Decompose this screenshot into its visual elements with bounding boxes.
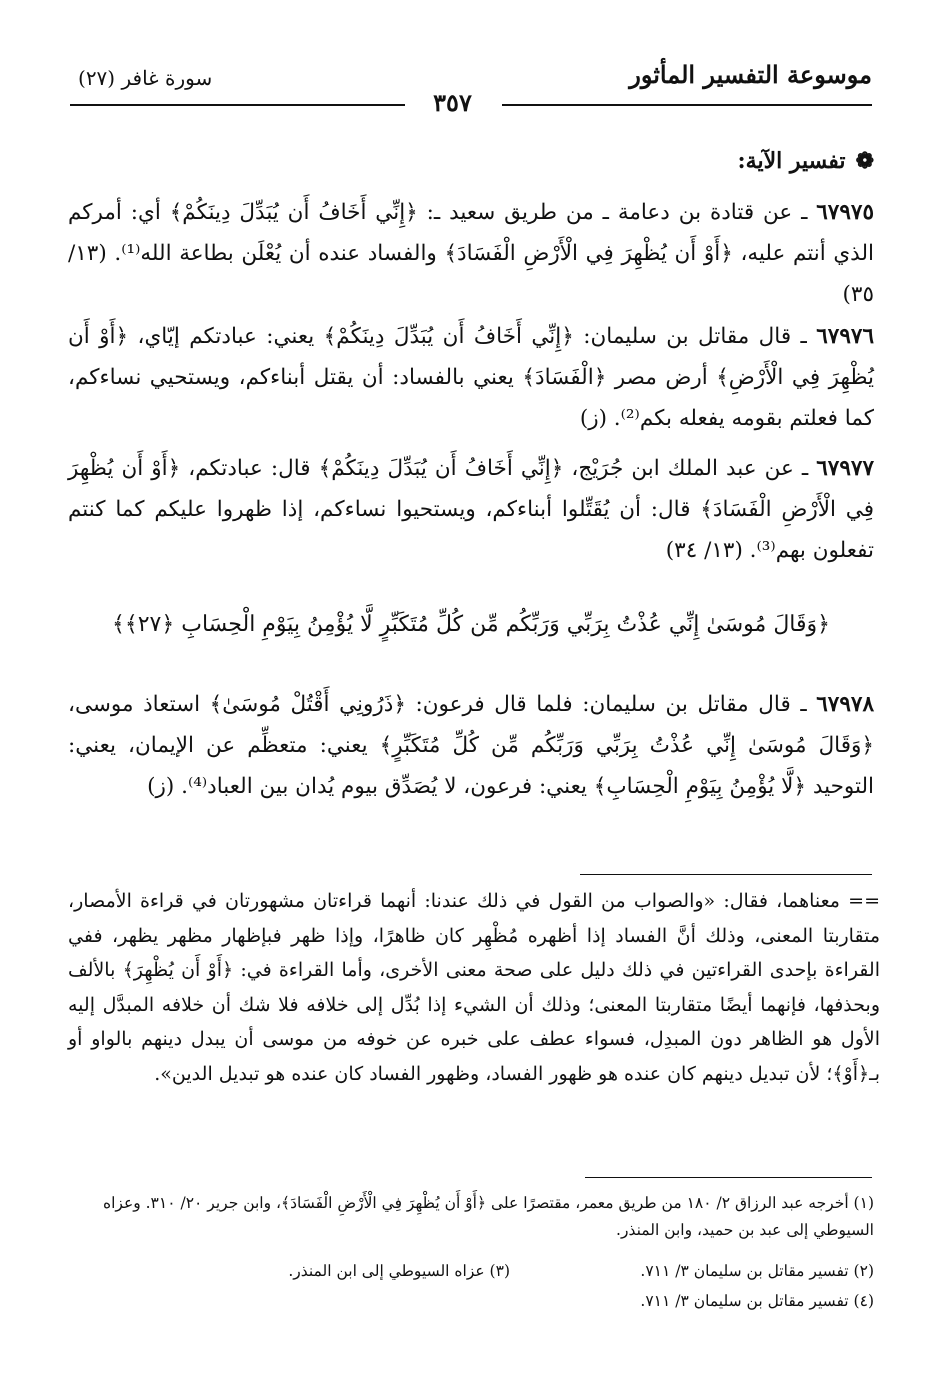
entry-number: ٦٧٩٧٨	[816, 692, 874, 717]
book-title: موسوعة التفسير المأثور	[629, 60, 872, 89]
page-header	[70, 60, 872, 117]
surah-label	[78, 66, 212, 90]
footnote-separator-2	[585, 1177, 872, 1178]
section-title	[738, 148, 874, 174]
flower-ornament-icon: ❁	[855, 148, 874, 174]
footnote-2: (٢) تفسير مقاتل بن سليمان ٣/ ٧١١.	[640, 1262, 874, 1280]
footnote-separator	[580, 874, 872, 875]
entry-number: ٦٧٩٧٦	[816, 324, 874, 349]
surah-name: سورة غافر	[121, 66, 213, 90]
entry-67976	[68, 316, 874, 439]
footnote-continuation: == معناهما، فقال: «والصواب من القول في ذلك عندنا: أنهما قراءتان مشهورتان في قراءة الأمصار، متقاربتا المعنى، وذلك أنَّ الفساد إذا أظهره مُظْهِر كان ظاهرًا، وإذا ظهر فبإظهار مظهر يظهر، ففي القراءة بإحدى القراءتين في ذلك دليل على صحة معنى الأخرى، وأما القراءة في: ﴿أَوْ أَن يُظْهِرَ﴾ بالألف وبحذفها، فإنهما أيضًا متقاربتا المعنى؛ وذلك أن الشيء إذا بُدِّل إلى خلافه فلا شك أن خلافه المبدَّل إليه الأول هو الظاهر دون المبدِل، فسواء عطف على خبره عن خوفه من موسى أن يبدل دينهم بالواو أو بـ﴿أَوْ﴾؛ لأن تبديل دينهم كان عنده هو ظهور الفساد، وظهور الفساد كان عنده هو تبديل الدين».	[68, 890, 880, 1085]
page-number: ٣٥٧	[433, 88, 472, 117]
entry-67977	[68, 448, 874, 571]
section-title-text: تفسير الآية:	[737, 148, 846, 174]
footnote-4: (٤) تفسير مقاتل بن سليمان ٣/ ٧١١.	[640, 1292, 874, 1310]
header-rule-right	[502, 104, 872, 106]
surah-number: (٢٧)	[78, 66, 116, 90]
entry-text: ـ عن قتادة بن دعامة ـ من طريق سعيد ـ: ﴿إِنِّي أَخَافُ أَن يُبَدِّلَ دِينَكُمْ﴾ أي: أمركم الذي أنتم عليه، ﴿أَوْ أَن يُظْهِرَ فِي الْأَرْضِ الْفَسَادَ﴾ والفساد عنده أن يُعْلَن بطاعة الله⁽¹⁾. (١٣/ ٣٥)	[68, 200, 874, 307]
entry-text: ـ عن عبد الملك ابن جُرَيْج، ﴿إِنِّي أَخَافُ أَن يُبَدِّلَ دِينَكُمْ﴾ قال: عبادتكم، ﴿أَوْ أَن يُظْهِرَ فِي الْأَرْضِ الْفَسَادَ﴾ قال: أن يُقَتِّلوا أبناءكم، ويستحيوا نساءكم، إذا ظهروا عليكم كما كنتم تفعلون بهم⁽³⁾. (١٣/ ٣٤)	[68, 456, 874, 563]
entry-number: ٦٧٩٧٥	[816, 200, 874, 225]
footnote-3: (٣) عزاه السيوطي إلى ابن المنذر.	[288, 1262, 510, 1280]
entry-67975	[68, 192, 874, 315]
entry-text: ـ قال مقاتل بن سليمان: فلما قال فرعون: ﴿ذَرُونِي أَقْتُلْ مُوسَىٰ﴾ استعاذ موسى، ﴿وَقَالَ مُوسَىٰ إِنِّي عُذْتُ بِرَبِّي وَرَبِّكُم مِّن كُلِّ مُتَكَبِّرٍ﴾ يعني: متعظِّم عن الإيمان، يعني: التوحيد ﴿لَّا يُؤْمِنُ بِيَوْمِ الْحِسَابِ﴾ يعني: فرعون، لا يُصَدِّق بيوم يُدان بين العباد⁽⁴⁾. (ز)	[68, 692, 874, 799]
entry-text: ـ قال مقاتل بن سليمان: ﴿إِنِّي أَخَافُ أَن يُبَدِّلَ دِينَكُمْ﴾ يعني: عبادتكم إيّاي، ﴿أَوْ أَن يُظْهِرَ فِي الْأَرْضِ﴾ أرض مصر ﴿الْفَسَادَ﴾ يعني بالفساد: أن يقتل أبناءكم، ويستحيي نساءكم، كما فعلتم بقومه يفعله بكم⁽²⁾. (ز)	[68, 324, 874, 431]
footnote-1: (١) أخرجه عبد الرزاق ٢/ ١٨٠ من طريق معمر، مقتصرًا على ﴿أَوْ أَن يُظْهِرَ فِي الْأَرْضِ الْفَسَادَ﴾، وابن جرير ٢٠/ ٣١٠. وعزاه السيوطي إلى عبد بن حميد، وابن المنذر.	[102, 1194, 874, 1239]
entry-67978	[68, 684, 874, 807]
header-rule-left	[70, 104, 405, 106]
entry-number: ٦٧٩٧٧	[816, 456, 874, 481]
quran-verse: ﴿وَقَالَ مُوسَىٰ إِنِّي عُذْتُ بِرَبِّي وَرَبِّكُم مِّن كُلِّ مُتَكَبِّرٍ لَّا يُؤْمِنُ بِيَوْمِ الْحِسَابِ ﴿٢٧﴾﴾	[111, 612, 831, 637]
